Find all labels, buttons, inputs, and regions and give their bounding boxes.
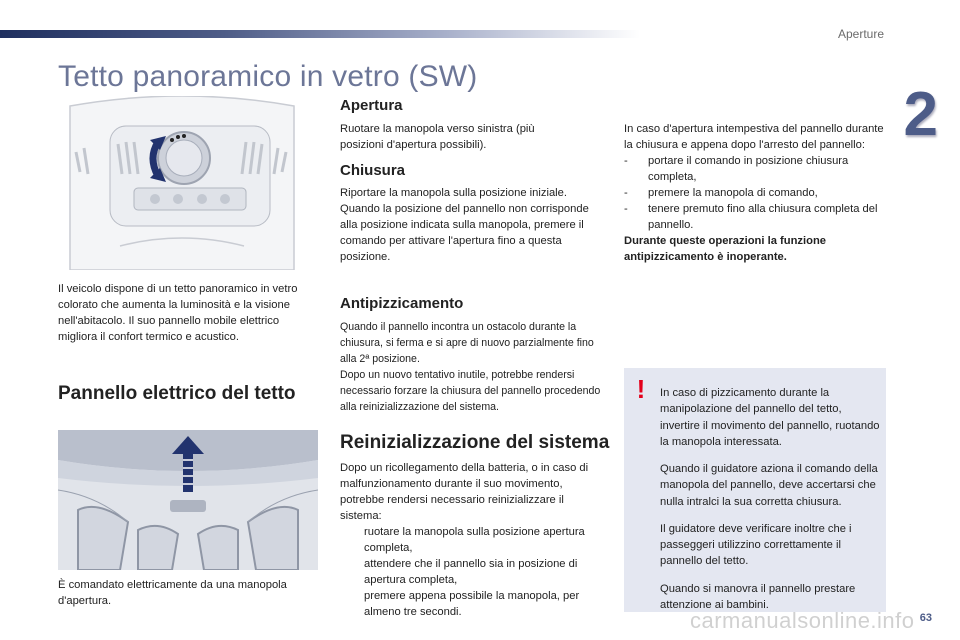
right-steps-list — [624, 153, 886, 233]
list-item — [624, 153, 886, 185]
intro-paragraph: Il veicolo dispone di un tetto panoramico in vetro colorato che aumenta la luminosità e la visione nell'abitacolo. Il suo pannello mobile elettrico migliora il confort termico e acustico. — [58, 283, 298, 343]
chapter-number: 2 — [903, 80, 938, 149]
header-gradient-bar — [0, 30, 640, 38]
watermark: carmanualsonline.info — [690, 608, 915, 633]
step-text: attendere che il pannello sia in posizione di apertura completa, — [364, 558, 578, 586]
step-text: portare il comando in posizione chiusura completa, — [648, 155, 849, 183]
control-knob-drawing — [60, 96, 304, 270]
warning-paragraph-3: Il guidatore deve verificare inoltre che i passeggeri utilizzino correttamente il pannello del tetto. — [660, 522, 852, 568]
list-item — [340, 588, 602, 620]
dash-bullet: - — [624, 203, 628, 215]
step-text: premere la manopola di comando, — [648, 187, 818, 199]
caption-electric-knob: È comandato elettricamente da una manopola d'apertura. — [58, 579, 287, 607]
warning-paragraph-1: In caso di pizzicamento durante la manipolazione del pannello del tetto, invertire il movimento del pannello, ruotando la manopola interessata. — [660, 387, 880, 448]
apertura-text: Ruotare la manopola verso sinistra (più posizioni d'apertura possibili). — [340, 123, 535, 151]
warning-paragraph-4: Quando si manovra il pannello prestare attenzione ai bambini. — [660, 582, 856, 611]
heading-antipizzicamento: Antipizzicamento — [340, 295, 464, 312]
page-number: 63 — [919, 612, 932, 624]
heading-reinizializzazione: Reinizializzazione del sistema — [340, 432, 610, 453]
warning-text — [660, 374, 882, 624]
car-interior-drawing — [58, 430, 318, 570]
list-item — [624, 185, 886, 201]
chiusura-text: Riportare la manopola sulla posizione iniziale. Quando la posizione del pannello non corrisponde alla posizione indicata sulla manopola, premere il comando per attivare l'apertura fino a questa posizione. — [340, 187, 589, 263]
dash-bullet: - — [624, 155, 628, 167]
reinit-steps-list — [340, 524, 602, 620]
heading-chiusura: Chiusura — [340, 162, 406, 179]
control-knob-illustration — [60, 96, 304, 270]
warning-box — [624, 368, 886, 612]
right-intro: In caso d'apertura intempestiva del pannello durante la chiusura e appena dopo l'arresto del pannello: — [624, 123, 884, 151]
exclamation-icon: ! — [636, 374, 646, 404]
warning-paragraph-2: Quando il guidatore aziona il comando della manopola del pannello, deve accertarsi che nulla intralci la sua corretta chiusura. — [660, 463, 878, 508]
antipizzicamento-text-2: Dopo un nuovo tentativo inutile, potrebbe rendersi necessario forzare la chiusura del pannello procedendo alla reinizializzazione del sistema. — [340, 369, 601, 413]
step-text: premere appena possibile la manopola, per almeno tre secondi. — [364, 590, 580, 618]
reinit-intro: Dopo un ricollegamento della batteria, o in caso di malfunzionamento durante il suo movimento, potrebbe rendersi necessario reinizializzare il sistema: — [340, 462, 589, 522]
dash-bullet: - — [624, 187, 628, 199]
section-label: Aperture — [837, 27, 884, 41]
list-item — [340, 524, 602, 556]
heading-electric-panel: Pannello elettrico del tetto — [58, 383, 296, 404]
antipizzicamento-text-1: Quando il pannello incontra un ostacolo durante la chiusura, si ferma e si apre di nuovo parzialmente fino alla 2ª posizione. — [340, 321, 594, 365]
page-title: Tetto panoramico in vetro (SW) — [58, 60, 478, 93]
step-text: tenere premuto fino alla chiusura completa del pannello. — [648, 203, 878, 231]
list-item — [340, 556, 602, 588]
heading-apertura: Apertura — [340, 97, 403, 114]
car-interior-illustration — [58, 430, 318, 570]
step-text: ruotare la manopola sulla posizione apertura completa, — [364, 526, 585, 554]
list-item — [624, 201, 886, 233]
right-note: Durante queste operazioni la funzione antipizzicamento è inoperante. — [624, 235, 827, 263]
